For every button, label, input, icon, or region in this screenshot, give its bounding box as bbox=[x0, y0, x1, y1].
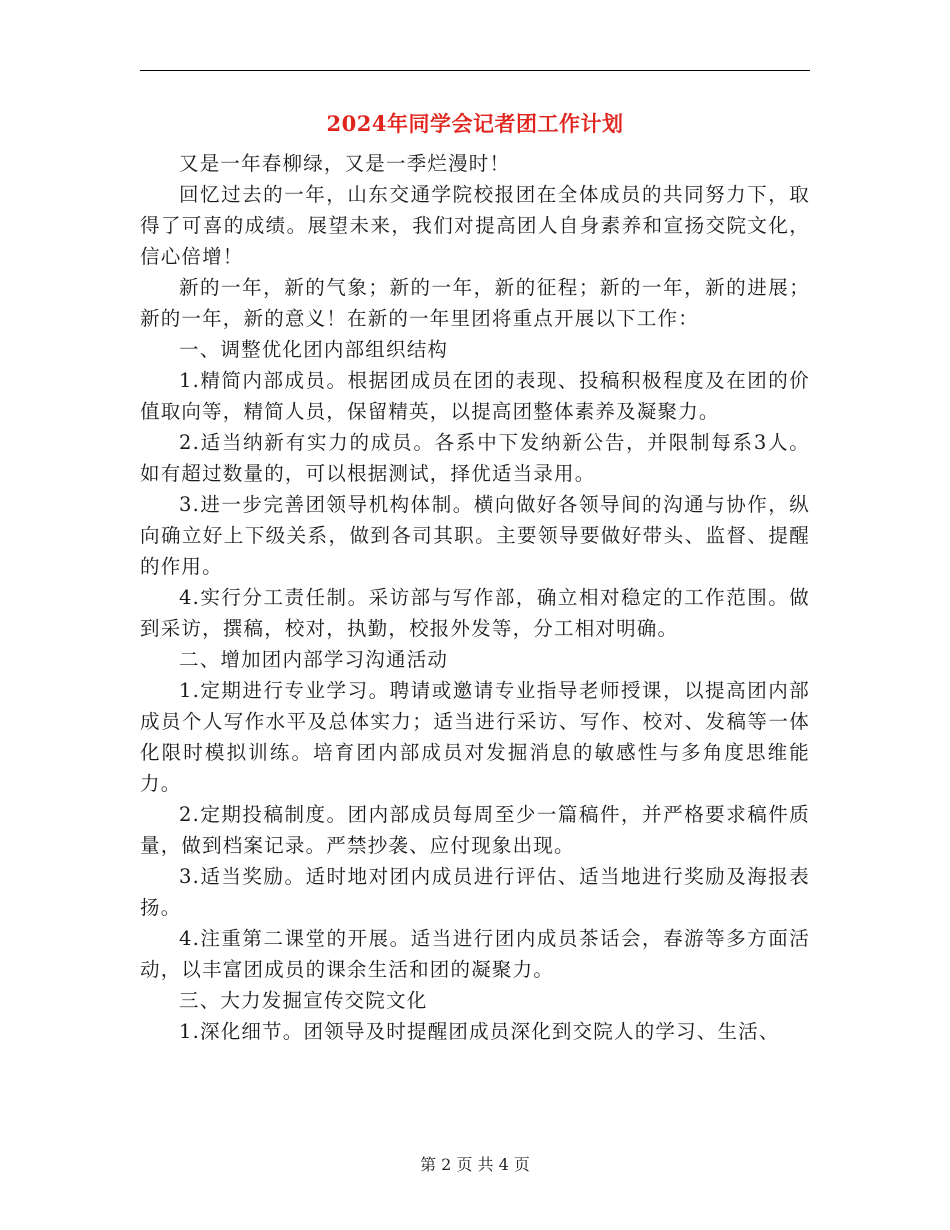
paragraph: 4.实行分工责任制。采访部与写作部，确立相对稳定的工作范围。做到采访，撰稿，校对，执勤，校报外发等，分工相对明确。 bbox=[140, 586, 810, 640]
section-heading: 三、大力发掘宣传交院文化 bbox=[179, 989, 428, 1012]
paragraph: 4.注重第二课堂的开展。适当进行团内成员茶话会，春游等多方面活动，以丰富团成员的课余生活和团的凝聚力。 bbox=[140, 927, 810, 981]
document-body bbox=[140, 148, 810, 1047]
paragraph: 3.适当奖励。适时地对团内成员进行评估、适当地进行奖励及海报表扬。 bbox=[140, 865, 810, 919]
paragraph: 又是一年春柳绿，又是一季烂漫时！ bbox=[179, 152, 511, 175]
section-heading: 二、增加团内部学习沟通活动 bbox=[179, 648, 449, 671]
paragraph: 回忆过去的一年，山东交通学院校报团在全体成员的共同努力下，取得了可喜的成绩。展望未来，我们对提高团人自身素养和宣扬交院文化，信心倍增！ bbox=[140, 183, 810, 268]
header-rule bbox=[140, 70, 810, 71]
page-number: 第 2 页 共 4 页 bbox=[420, 1155, 530, 1174]
paragraph: 1.深化细节。团领导及时提醒团成员深化到交院人的学习、生活、 bbox=[179, 1020, 780, 1043]
paragraph: 1.定期进行专业学习。聘请或邀请专业指导老师授课，以提高团内部成员个人写作水平及总体实力；适当进行采访、写作、校对、发稿等一体化限时模拟训练。培育团内部成员对发掘消息的敏感性与多角度思维能力。 bbox=[140, 679, 810, 795]
paragraph: 2.适当纳新有实力的成员。各系中下发纳新公告，并限制每系3人。如有超过数量的，可以根据测试，择优适当录用。 bbox=[140, 431, 810, 485]
paragraph: 新的一年，新的气象；新的一年，新的征程；新的一年，新的进展；新的一年，新的意义！在新的一年里团将重点开展以下工作： bbox=[140, 276, 810, 330]
paragraph: 3.进一步完善团领导机构体制。横向做好各领导间的沟通与协作，纵向确立好上下级关系，做到各司其职。主要领导要做好带头、监督、提醒的作用。 bbox=[140, 493, 810, 578]
document-title: 2024年同学会记者团工作计划 bbox=[326, 111, 624, 136]
paragraph: 1.精简内部成员。根据团成员在团的表现、投稿积极程度及在团的价值取向等，精简人员，保留精英，以提高团整体素养及凝聚力。 bbox=[140, 369, 810, 423]
section-heading: 一、调整优化团内部组织结构 bbox=[179, 338, 449, 361]
paragraph: 2.定期投稿制度。团内部成员每周至少一篇稿件，并严格要求稿件质量，做到档案记录。严禁抄袭、应付现象出现。 bbox=[140, 803, 810, 857]
